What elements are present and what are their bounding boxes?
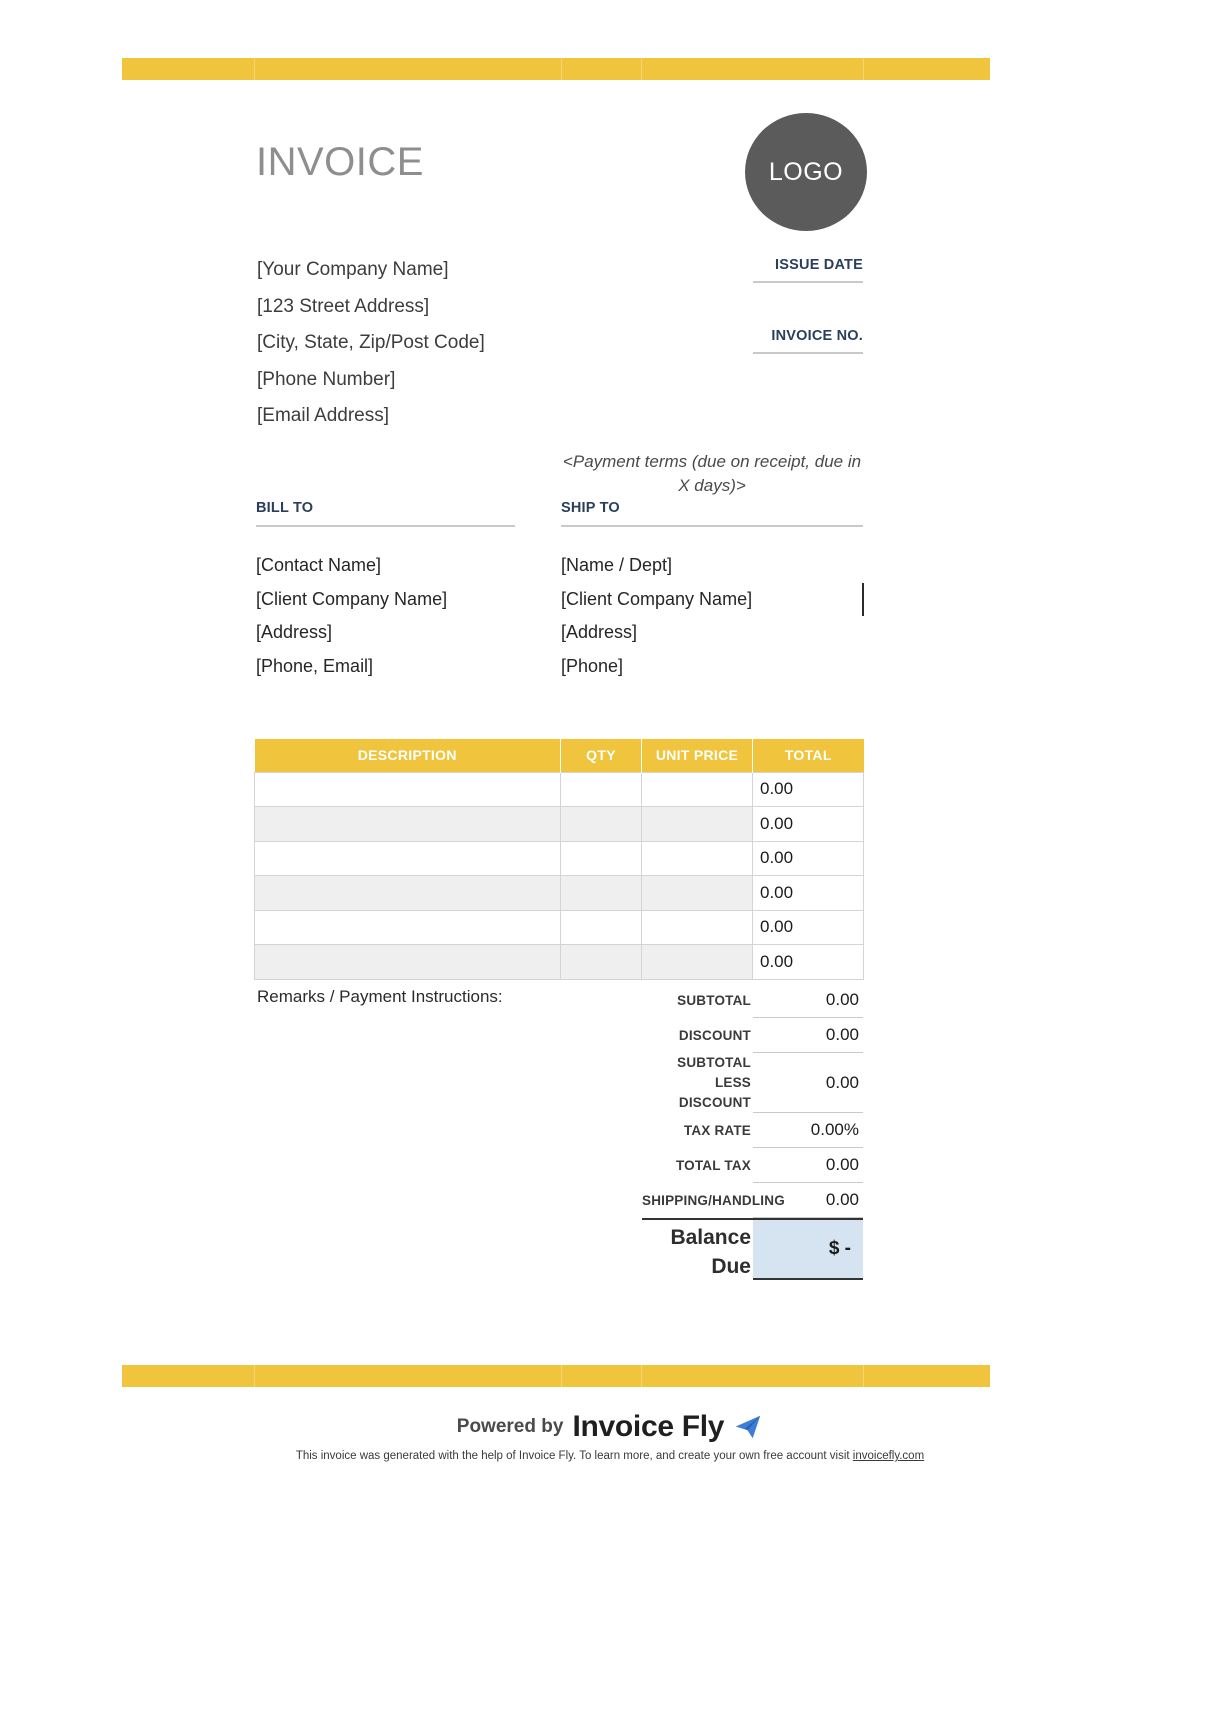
company-line: [Email Address] xyxy=(257,405,389,426)
total-tax-row xyxy=(642,1148,863,1183)
column-header-description: DESCRIPTION xyxy=(255,739,561,772)
ship-to-label: SHIP TO xyxy=(561,500,620,516)
company-line: [Your Company Name] xyxy=(257,259,449,280)
cell-unit-price[interactable] xyxy=(642,772,753,807)
bill-to-line: [Contact Name] xyxy=(256,555,382,575)
cell-description[interactable] xyxy=(255,876,561,911)
text-cursor xyxy=(862,583,864,616)
accent-bar-segment xyxy=(864,58,990,80)
cell-description[interactable] xyxy=(255,910,561,945)
subtotal-less-discount-row xyxy=(642,1053,863,1113)
accent-bar-segment xyxy=(562,1365,642,1387)
subtotal-value: 0.00 xyxy=(753,983,863,1018)
cell-total: 0.00 xyxy=(753,772,864,807)
subtotal-label: SUBTOTAL xyxy=(677,992,751,1008)
cell-qty[interactable] xyxy=(561,841,642,876)
logo-label: LOGO xyxy=(768,157,844,186)
balance-due-value: $ - xyxy=(753,1220,863,1280)
payment-terms-text[interactable]: <Payment terms (due on receipt, due in X days)> xyxy=(562,452,862,495)
cell-unit-price[interactable] xyxy=(642,876,753,911)
balance-due-row xyxy=(642,1218,863,1280)
cell-unit-price[interactable] xyxy=(642,807,753,842)
table-row[interactable] xyxy=(255,910,864,945)
column-header-qty: QTY xyxy=(561,739,642,772)
ship-to-block xyxy=(561,500,863,683)
column-header-total: TOTAL xyxy=(753,739,864,772)
company-info xyxy=(257,252,485,435)
page-title: INVOICE xyxy=(256,140,424,184)
subtotal-less-discount-value: 0.00 xyxy=(753,1053,863,1113)
cell-description[interactable] xyxy=(255,945,561,980)
accent-bar-segment xyxy=(122,58,255,80)
footer-note-text: This invoice was generated with the help of Invoice Fly. To learn more, and create your own free account visit xyxy=(295,1450,853,1462)
bottom-accent-bar xyxy=(122,1365,990,1387)
ship-to-line: [Name / Dept] xyxy=(561,555,673,575)
issue-date-underline xyxy=(753,281,863,283)
totals-panel xyxy=(642,983,863,1280)
discount-value[interactable]: 0.00 xyxy=(753,1018,863,1053)
issue-date-field[interactable] xyxy=(753,257,863,283)
bill-to-line: [Address] xyxy=(256,622,333,642)
bill-to-label: BILL TO xyxy=(256,500,314,516)
cell-unit-price[interactable] xyxy=(642,910,753,945)
accent-bar-segment xyxy=(122,1365,255,1387)
accent-bar-segment xyxy=(562,58,642,80)
total-tax-value: 0.00 xyxy=(753,1148,863,1183)
ship-to-line: [Client Company Name] xyxy=(561,588,753,609)
bill-to-line: [Client Company Name] xyxy=(256,588,448,609)
balance-due-label: Balance Due xyxy=(670,1226,751,1278)
line-items-table xyxy=(254,739,864,980)
discount-row xyxy=(642,1018,863,1053)
cell-description[interactable] xyxy=(255,772,561,807)
ship-to-line: [Address] xyxy=(561,622,638,642)
top-accent-bar xyxy=(122,58,990,80)
cell-total: 0.00 xyxy=(753,945,864,980)
footer-disclaimer xyxy=(0,1450,1220,1462)
issue-date-label: ISSUE DATE xyxy=(775,257,863,273)
subtotal-row xyxy=(642,983,863,1018)
cell-total: 0.00 xyxy=(753,876,864,911)
accent-bar-segment xyxy=(255,1365,562,1387)
cell-total: 0.00 xyxy=(753,841,864,876)
invoice-number-field[interactable] xyxy=(753,328,863,354)
ship-to-line: [Phone] xyxy=(561,655,624,676)
cell-total: 0.00 xyxy=(753,910,864,945)
subtotal-less-discount-label: SUBTOTAL LESS DISCOUNT xyxy=(677,1055,751,1110)
table-header-row xyxy=(255,739,864,772)
ship-to-lines[interactable] xyxy=(561,549,863,683)
table-row[interactable] xyxy=(255,807,864,842)
company-line: [City, State, Zip/Post Code] xyxy=(257,332,485,353)
cell-description[interactable] xyxy=(255,841,561,876)
cell-total: 0.00 xyxy=(753,807,864,842)
total-tax-label: TOTAL TAX xyxy=(675,1157,751,1173)
bill-to-underline xyxy=(256,525,515,527)
table-row[interactable] xyxy=(255,945,864,980)
accent-bar-segment xyxy=(642,1365,864,1387)
company-line: [Phone Number] xyxy=(257,368,396,390)
bill-to-block xyxy=(256,500,515,683)
discount-label: DISCOUNT xyxy=(678,1027,751,1043)
shipping-handling-label: SHIPPING/HANDLING xyxy=(642,1192,785,1208)
cell-qty[interactable] xyxy=(561,772,642,807)
invoice-number-underline xyxy=(753,352,863,354)
footer-branding xyxy=(0,1410,1220,1444)
invoicefly-link[interactable]: invoicefly.com xyxy=(852,1450,925,1462)
remarks-label: Remarks / Payment Instructions: xyxy=(257,987,503,1006)
cell-unit-price[interactable] xyxy=(642,945,753,980)
logo-placeholder[interactable] xyxy=(745,113,867,231)
accent-bar-segment xyxy=(255,58,562,80)
cell-qty[interactable] xyxy=(561,910,642,945)
tax-rate-row xyxy=(642,1113,863,1148)
paper-plane-icon xyxy=(733,1412,763,1442)
table-row[interactable] xyxy=(255,841,864,876)
powered-by-label: Powered by xyxy=(456,1416,564,1437)
bill-to-line: [Phone, Email] xyxy=(256,655,374,676)
ship-to-underline xyxy=(561,525,863,527)
bill-to-lines[interactable] xyxy=(256,549,515,683)
cell-description[interactable] xyxy=(255,807,561,842)
table-row[interactable] xyxy=(255,876,864,911)
accent-bar-segment xyxy=(864,1365,990,1387)
shipping-handling-value[interactable]: 0.00 xyxy=(753,1183,863,1218)
table-row[interactable] xyxy=(255,772,864,807)
column-header-unit-price: UNIT PRICE xyxy=(642,739,753,772)
tax-rate-label: TAX RATE xyxy=(683,1122,751,1138)
cell-unit-price[interactable] xyxy=(642,841,753,876)
cell-qty[interactable] xyxy=(561,945,642,980)
shipping-handling-row xyxy=(642,1183,863,1218)
invoice-number-label: INVOICE NO. xyxy=(771,328,863,344)
accent-bar-segment xyxy=(642,58,864,80)
tax-rate-value[interactable]: 0.00% xyxy=(753,1113,863,1148)
cell-qty[interactable] xyxy=(561,876,642,911)
company-line: [123 Street Address] xyxy=(257,295,430,317)
cell-qty[interactable] xyxy=(561,807,642,842)
brand-name: Invoice Fly xyxy=(572,1410,725,1443)
